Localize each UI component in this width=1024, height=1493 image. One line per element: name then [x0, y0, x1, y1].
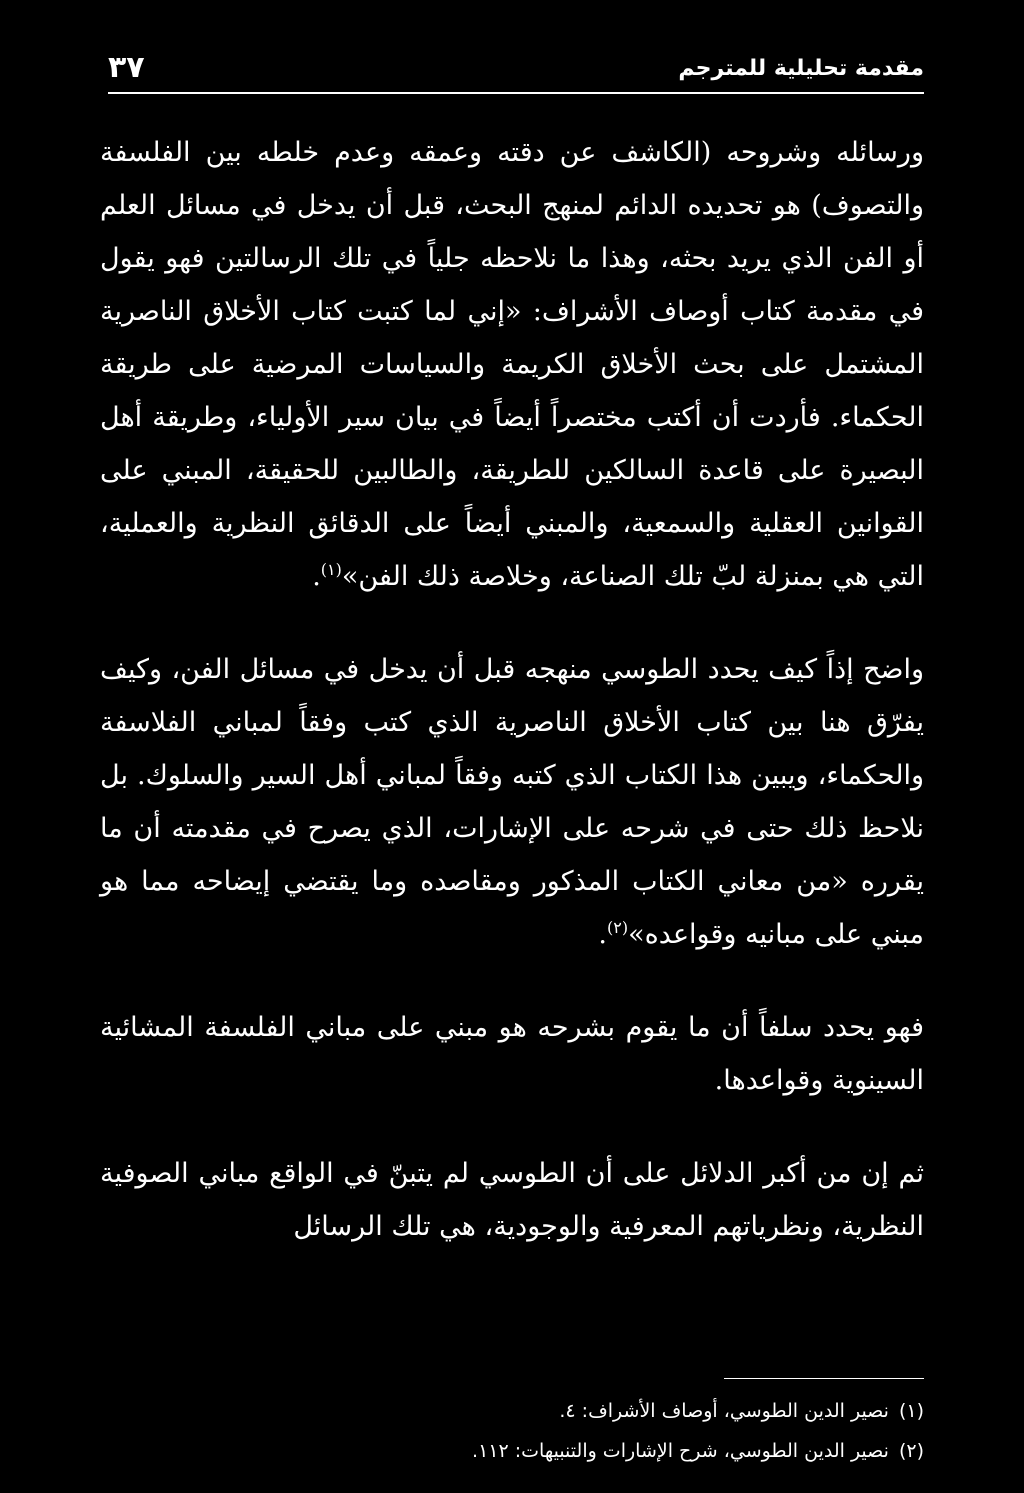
footnote-text: نصير الدين الطوسي، أوصاف الأشراف: ٤.	[559, 1400, 889, 1422]
footnote	[100, 1431, 924, 1471]
paragraph-text: ثم إن من أكبر الدلائل على أن الطوسي لم يتبنّ في الواقع مباني الصوفية النظرية، ونظرياتهم المعرفية والوجودية، هي تلك الرسائل	[100, 1158, 924, 1242]
paragraph-text: فهو يحدد سلفاً أن ما يقوم بشرحه هو مبني على مباني الفلسفة المشائية السينوية وقواعدها.	[100, 1012, 924, 1096]
paragraph	[100, 126, 924, 603]
footnotes	[100, 1378, 924, 1471]
footnote-text: نصير الدين الطوسي، شرح الإشارات والتنبيهات: ١١٢.	[472, 1440, 889, 1462]
paragraph	[100, 1147, 924, 1253]
body-text	[100, 126, 924, 1253]
paragraph	[100, 1001, 924, 1107]
paragraph-end: .	[312, 561, 321, 592]
footnote-rule	[724, 1378, 924, 1379]
paragraph	[100, 643, 924, 961]
footnote	[100, 1391, 924, 1431]
page-header	[108, 50, 924, 90]
header-rule	[108, 92, 924, 94]
footnote-mark: (١)	[898, 1400, 924, 1422]
footnote-mark: (٢)	[898, 1440, 924, 1462]
paragraph-text: واضح إذاً كيف يحدد الطوسي منهجه قبل أن يدخل في مسائل الفن، وكيف يفرّق هنا بين كتاب الأخلاق الناصرية الذي كتب وفقاً لمباني الفلاسفة والحكماء، ويبين هذا الكتاب الذي كتبه وفقاً لمباني أهل السير والسلوك. بل نلاحظ ذلك حتى في شرحه على الإشارات، الذي يصرح في مقدمته أن ما يقرره «من معاني الكتاب المذكور ومقاصده وما يقتضي إيضاحه مما هو مبني على مبانيه وقواعده»	[100, 654, 924, 950]
footnote-ref[interactable]: (٢)	[607, 918, 629, 937]
running-title: مقدمة تحليلية للمترجم	[678, 56, 924, 81]
page-number: ٣٧	[108, 50, 145, 85]
footnote-ref[interactable]: (١)	[320, 560, 342, 579]
paragraph-end: .	[598, 919, 608, 950]
paragraph-text: ورسائله وشروحه (الكاشف عن دقته وعمقه وعدم خلطه بين الفلسفة والتصوف) هو تحديده الدائم لمنهج البحث، قبل أن يدخل في مسائل العلم أو الفن الذي يريد بحثه، وهذا ما نلاحظه جلياً في تلك الرسالتين فهو يقول في مقدمة كتاب أوصاف الأشراف: «إني لما كتبت كتاب الأخلاق الناصرية المشتمل على بحث الأخلاق الكريمة والسياسات المرضية على طريقة الحكماء. فأردت أن أكتب مختصراً أيضاً في بيان سير الأولياء، وطريقة أهل البصيرة على قاعدة السالكين للطريقة، والطالبين للحقيقة، المبني على القوانين العقلية والسمعية، والمبني أيضاً على الدقائق النظرية والعملية، التي هي بمنزلة لبّ تلك الصناعة، وخلاصة ذلك الفن»	[100, 137, 924, 592]
